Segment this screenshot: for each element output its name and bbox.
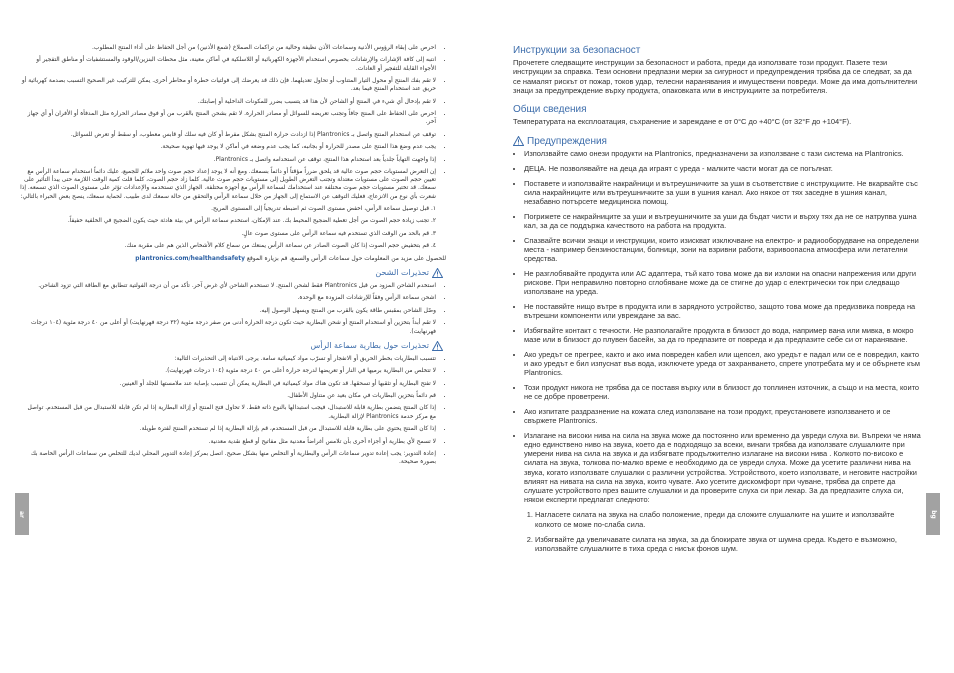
hearing-steps-list bbox=[524, 510, 921, 553]
arabic-charging-heading-text: تحذيرات الشحن bbox=[375, 267, 429, 277]
arabic-battery-item: • لا تتخلص من البطارية برميها في النار أو تعريضها لدرجة حرارة أعلى من ٤٠ درجة مئوية (١٠٤ درجات فهرنهايت). bbox=[20, 367, 436, 375]
warnings-heading bbox=[513, 136, 921, 146]
arabic-charging-heading bbox=[20, 268, 446, 278]
warning-item: • Погрижете се накрайниците за уши и вътреушничките за уши да бъдат чисти и върху тях да не се натрупва ушна кал, за да се поддържа качеството на работа на продукта. bbox=[524, 212, 921, 230]
arabic-battery-heading-text: تحذيرات حول بطارية سماعة الرأس bbox=[310, 340, 429, 350]
arabic-battery-item: • إذا كان المنتج يتضمن بطارية قابلة للاستبدال، فيجب استبدالها بالنوع ذاته فقط. لا تحاول فتح المنتج أو إزالة البطارية إذا لم تكن قابلة للاستبدال من قبل المستخدم. تواصل مع مركز خدمة Plantronics لإزالة البطارية. bbox=[20, 404, 436, 420]
arabic-charging-item: • لا تقم أبداً بتخزين أو استخدام المنتج أو شحن البطارية حيث تكون درجة الحرارة أدنى من صفر درجة مئوية (٣٢ درجة فهرنهايت) أو أعلى من ٤٠ درجة مئوية (١٠٤ درجات فهرنهايت). bbox=[20, 319, 436, 335]
warning-item: • Този продукт никога не трябва да се поставя върху или в близост до топлинен източник, а също и на места, които не се добре проветрени. bbox=[524, 383, 921, 401]
general-text: Температурата на експлоатация, съхранение и зареждане е от 0°C до +40°C (от 32°F до +104°F). bbox=[513, 117, 852, 127]
arabic-intro-item: • توقف عن استخدام المنتج واتصل بـ Plantronics إذا ازدادت حرارة المنتج بشكل مفرط أو كان فيه سلك أو قابس معطوب، أو سقط أو تعرض للسوائل. bbox=[20, 131, 436, 139]
arabic-battery-item: • قم دائماً بتخزين البطاريات في مكان بعيد عن متناول الأطفال. bbox=[20, 392, 436, 400]
right-page-bulgarian bbox=[477, 0, 954, 673]
health-safety-link[interactable]: plantronics.com/healthandsafety bbox=[135, 255, 245, 262]
arabic-battery-list bbox=[20, 355, 446, 467]
arabic-hearing-steps bbox=[20, 205, 446, 251]
warning-item: • Поставете и използвайте накрайници и вътреушничките за уши в съответствие с инструкциите. Не вкарвайте със сила накрайниците или вътреушничките за уши в ушния канал. Ако някое от тях заседне в ушния канал, незабавно потърсете медицинска помощ. bbox=[524, 179, 921, 207]
arabic-charging-item: • اشحن سماعة الرأس وفقاً للإرشادات المزودة مع الوحدة. bbox=[20, 294, 436, 302]
safety-intro: Прочетете следващите инструкции за безопасност и работа, преди да използвате този продукт. Пазете тези инструкции за справка. Тези основни предпазни мерки за сигурност и предупреждения трябва да се следват, за да се намалят рискът от пожар, токов удар, телесни наранявания и имуществени повреди. Може да има допълнителни знаци за предупреждение върху продукта, опаковката или в инструкциите за потребителя. bbox=[513, 58, 918, 95]
arabic-intro-item: • لا تقم بإدخال أي شيء في المنتج أو الشاحن لأن هذا قد يتسبب بضرر للمكونات الداخلية أو إصابتك. bbox=[20, 98, 436, 106]
arabic-more-info-text: للحصول على مزيد من المعلومات حول سماعات الرأس والسمع، قم بزيارة الموقع bbox=[246, 255, 446, 262]
arabic-hearing-step: ٢. تجنب زيادة حجم الصوت من أجل تغطية الضجيج المحيط بك. عند الإمكان، استخدم سماعة الرأس في بيئة هادئة حيث يكون الضجيج في الخلفية خفيفاً. bbox=[67, 218, 436, 225]
arabic-charging-list bbox=[20, 282, 446, 336]
warning-triangle-icon bbox=[432, 341, 443, 351]
warning-item: • Използвайте само онези продукти на Plantronics, предназначени за използване с тази система на Plantronics. bbox=[524, 149, 921, 158]
arabic-battery-item: • إذا كان المنتج يحتوي على بطارية قابلة للاستبدال من قبل المستخدم، قم بإزالة البطارية إذا لم تستخدم المنتج لفترة طويلة. bbox=[20, 425, 436, 433]
language-tab-label: bg bbox=[929, 509, 937, 519]
arabic-charging-item: • وصّل الشاحن بمقبس طاقة يكون بالقرب من المنتج ويسهل الوصول إليه. bbox=[20, 307, 436, 315]
arabic-charging-item: • استخدم الشاحن المزود من قبل Plantronics فقط لشحن المنتج. لا تستخدم الشاحن لأي غرض آخر. تأكد من أن درجة الفولتية تتطابق مع الطاقة التي تزود الشاحن. bbox=[20, 282, 436, 290]
arabic-intro-item: • يجب عدم وضع هذا المنتج على مصدر للحرارة أو بجانبه، كما يجب عدم وضعه في أماكن لا يوجد فيها تهوية صحيحة. bbox=[20, 143, 436, 151]
arabic-intro-item: • إن التعرض لمستويات حجم صوت عالية قد يلحق ضرراً مؤقتاً أو دائماً بسمعك. ومع أنه لا يوجد إعداد حجم صوت واحد ملائم للجميع، عليك دائماً استخدام سماعة الرأس مع تعيين حجم الصوت على مستويات معتدلة وتجنب التعرض الطويل إلى مستويات حجم صوت عالية. كلما زاد حجم الصوت، كلما قلت كمية الوقت اللازمة حتى يبدأ التأثير على سمعك. قد تختبر مستويات حجم صوت مختلفة عند استخدامك لسماعة الرأس مع أجهزة مختلفة. الجهاز الذي تستخدمه والإعدادات تؤثر على مستوى الصوت الذي تسمعه. إذا شعرت بأي نوع من الانزعاج، فعليك التوقف عن الاستماع إلى الجهاز من خلال سماعة الرأس والتحقق من حالة سمعك لدى طبيب. لحماية سمعك، ينصح بعض الخبراء بالتالي: bbox=[20, 168, 436, 201]
arabic-intro-list bbox=[20, 44, 446, 201]
arabic-battery-item: • لا تفتح البطارية أو تثقبها أو تسحقها. قد تكون هناك مواد كيميائية في البطارية يمكن أن تتسبب بإصابة عند ملامستها للجلد أو العينين. bbox=[20, 380, 436, 388]
hearing-step: 1. Нагласете силата на звука на слабо положение, преди да сложите слушалките на ушите и използвайте колкото се може по-слаба сила. bbox=[535, 510, 921, 528]
arabic-battery-item: • تتسبب البطاريات بخطر الحريق أو الانفجار أو تسرّب مواد كيميائية سامة. يرجى الانتباه إلى التحذيرات التالية: bbox=[20, 355, 436, 363]
bulgarian-column bbox=[513, 46, 921, 559]
arabic-intro-item: • احرص على الحفاظ على المنتج جافاً وتجنب تعريضه للسوائل أو مصادر الحرارة. لا تقم بشحن المنتج بالقرب من أو فوق مصادر الحرارة مثل المدفأة أو الأفران أو أي جهاز آخر. bbox=[20, 110, 436, 126]
warnings-list bbox=[513, 149, 921, 553]
language-tab-bg bbox=[926, 493, 940, 535]
arabic-intro-item: • انتبه إلى كافة الإشارات والإرشادات بخصوص استخدام الأجهزة الكهربائية أو اللاسلكية في أماكن معينة، مثل محطات البنزين/الوقود والمستشفيات أو مناطق التفجير أو الأجواء القابلة للتفجير أو العادات. bbox=[20, 56, 436, 72]
warning-triangle-icon bbox=[432, 268, 443, 278]
arabic-column bbox=[20, 44, 446, 471]
warning-item: • Спазвайте всички знаци и инструкции, които изискват изключване на електро- и радиооборудване на определени места - например бензиностанции, болници, зони на взривни работи, взривоопасна атмосфера или летателни средства. bbox=[524, 236, 921, 264]
arabic-intro-item: • إذا واجهت التهاباً جلدياً بعد استخدام هذا المنتج، توقف عن استخدامه واتصل بـ Plantronics. bbox=[20, 156, 436, 164]
arabic-hearing-step: ١. قبل توصيل سماعة الرأس، اخفض مستوى الصوت ثم اضبطه تدريجياً إلى المستوى المريح. bbox=[211, 206, 436, 213]
warning-item: • Не разглобявайте продукта или AC адаптера, тъй като това може да ви изложи на опасни напрежения или други рискове. При неправилно повторно сглобяване може да се стигне до удар с електрически ток при следващо използване на уреда. bbox=[524, 269, 921, 297]
warning-item bbox=[524, 431, 921, 553]
warning-item: • ДЕЦА. Не позволявайте на деца да играят с уреда - малките части могат да се погълнат. bbox=[524, 164, 921, 173]
arabic-battery-item: • لا تسمح لأي بطارية أو أجزاء أخرى بأن تلامس أغراضاً معدنية مثل مفاتيح أو قطع نقدية معدنية. bbox=[20, 438, 436, 446]
arabic-more-info bbox=[20, 255, 446, 263]
general-heading: Общи сведения bbox=[513, 104, 587, 116]
arabic-hearing-step: ٣. قم بالحد من الوقت الذي تستخدم فيه سماعة الرأس على مستوى صوت عالٍ. bbox=[241, 230, 436, 237]
hearing-warning-text: Излагане на високи нива на сила на звука може да постоянно или временно да увреди слуха ви. Въпреки че няма едно единствено ниво на звука, което да е подходящо за всеки, винаги трябва да използвате слушалките при умерени нива на сила на звука и да избягвате продължително излагане на високи нива . Колкото по-високо е силата на звука, толкова по-малко време е необходимо да се увреди слуха. Може да усетите различни нива на звука, когато използвате слушалки с различни устройства. Устройството, което използвате, и неговите настройки влияят на нивата на сила на звука, които чувате. Ако усетите дискомфорт при чуване, трябва да спрете да слушате устройството през вашите слушалки и да проверите слуха си при лекар. За да предпазите слуха си, някои експерти предлагат следното: bbox=[524, 430, 921, 505]
warnings-heading-text: Предупреждения bbox=[527, 135, 607, 147]
arabic-hearing-step: ٤. قم بتخفيض حجم الصوت إذا كان الصوت الصادر عن سماعة الرأس يمنعك من سماع كلام الأشخاص الذين هم على مقربة منك. bbox=[124, 243, 436, 250]
language-tab-label: ar bbox=[18, 510, 26, 518]
warning-item: • Ако изпитате раздразнение на кожата след използване на този продукт, преустановете използването и се свържете Plantronics. bbox=[524, 407, 921, 425]
warning-triangle-icon bbox=[513, 136, 524, 146]
warning-item: • Ако уредът се прегрее, както и ако има повреден кабел или щепсел, ако уредът е падал или се е повредил, както и ако уредът е бил изпуснат във вода, изключете уреда от захранването, спрете употребата му и се обърнете към Plantronics. bbox=[524, 350, 921, 378]
arabic-battery-item: • إعادة التدوير: يجب إعادة تدوير سماعات الرأس والبطارية أو التخلص منها بشكل صحيح. اتصل بمركز إعادة التدوير المحلي لديك للتخلص من سماعات الرأس الخاصة بك بصورة صحيحة. bbox=[20, 450, 436, 466]
language-tab-ar bbox=[15, 493, 29, 535]
arabic-battery-heading bbox=[20, 341, 446, 351]
arabic-intro-item: • احرص على إبقاء الرؤوس الأذنية وسماعات الأذن نظيفة وخالية من تراكمات الصملاخ (شمع الأذنين) من أجل الحفاظ على أداء المنتج المطلوب. bbox=[20, 44, 436, 52]
hearing-step: 2. Избягвайте да увеличавате силата на звука, за да блокирате звука от шумна среда. Където е възможно, използвайте слушалките в тиха среда с нисък фонов шум. bbox=[535, 535, 921, 553]
warning-item: • Избягвайте контакт с течности. Не разполагайте продукта в близост до вода, например вана или мивка, в мокро мазе или в близост до плувен басейн, за да го предпазите от повреда и да предпазите себе си от нараняване. bbox=[524, 326, 921, 344]
safety-heading: Инструкции за безопасност bbox=[513, 45, 641, 56]
arabic-intro-item: • لا تقم بفك المنتج أو محول التيار المتناوب أو تحاول تعديلهما. فإن ذلك قد يعرضك إلى فولتيات خطرة أو مخاطر أخرى. يمكن للتركيب غير الصحيح التسبب بصدمة كهربائية أو حريق عند استخدام المنتج فيما بعد. bbox=[20, 77, 436, 93]
warning-item: • Не поставяйте нищо вътре в продукта или в зарядното устройство, защото това може да предизвика повреда на вътрешни компоненти или увреждане за вас. bbox=[524, 302, 921, 320]
